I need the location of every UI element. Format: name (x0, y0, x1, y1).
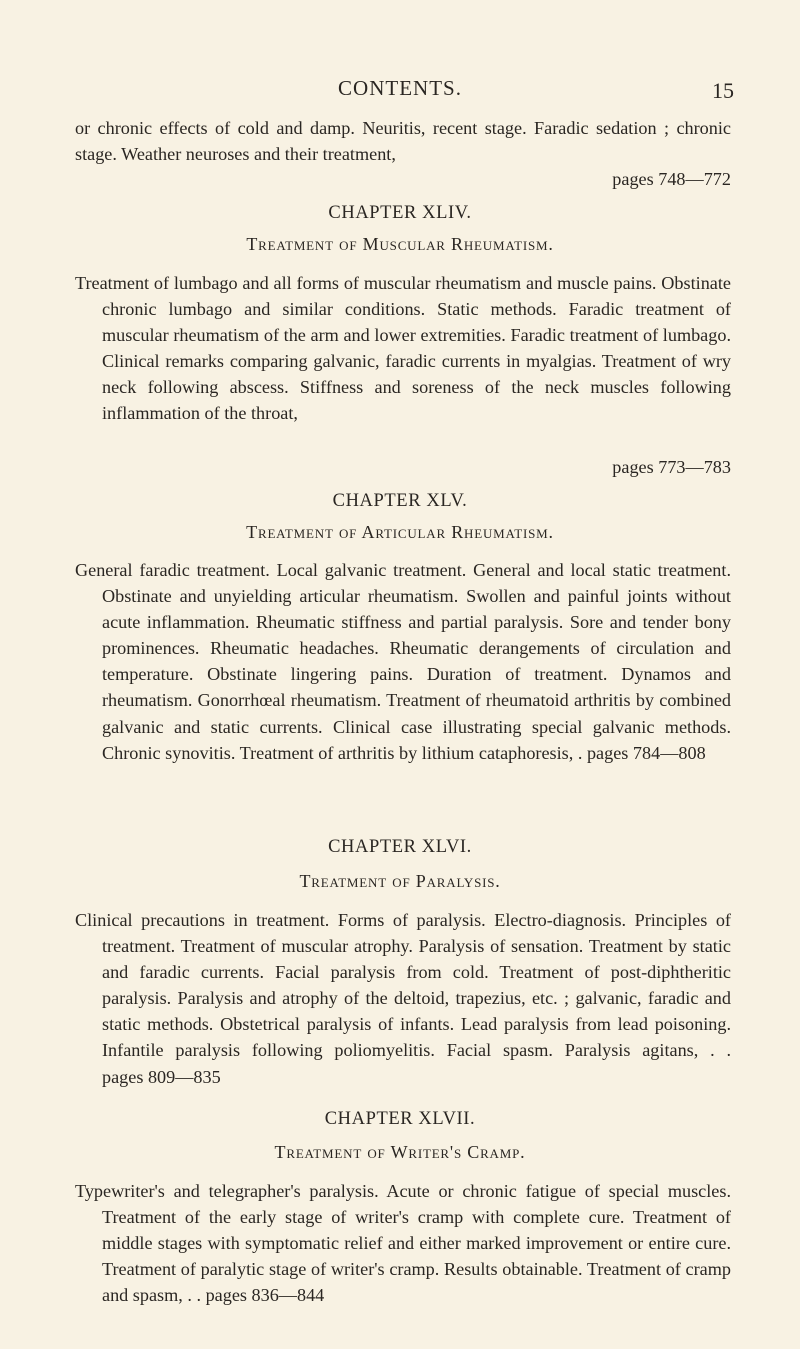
chapter-pages: pages 784—808 (586, 742, 706, 763)
chapter-heading: CHAPTER XLIV. (328, 203, 472, 223)
chapter-summary-text: General faradic treatment. Local galvanic treatment. General and local static treatment. Obstinate and unyielding articular rheumatism. Swollen and painful joints without acute inflammation. Rheumatic stiffness and partial paralysis. Sore and tender bony prominences. Rheumatic headaches. Rheumatic derangements of circulation and temperature. Obstinate lingering pains. Duration of treatment. Dynamos and rheumatism. Gonorrhœal rheumatism. Treatment of rheumatoid arthritis by combined galvanic and static currents. Clinical case illustrating special galvanic methods. Chronic synovitis. Treatment of arthritis by lithium cataphoresis, . (75, 560, 731, 763)
page-number: 15 (712, 78, 734, 103)
chapter-title: Treatment of Articular Rheumatism. (246, 522, 554, 542)
chapter-summary (75, 1178, 731, 1308)
chapter-title: Treatment of Writer's Cramp. (274, 1142, 526, 1162)
chapter-heading: CHAPTER XLV. (332, 491, 468, 511)
chapter-pages: pages 836—844 (205, 1285, 325, 1306)
chapter-pages: pages 809—835 (102, 1066, 221, 1087)
chapter-heading: CHAPTER XLVII. (324, 1109, 476, 1129)
continuation-text: or chronic effects of cold and damp. Neuritis, recent stage. Faradic sedation ; chronic stage. Weather neuroses and their treatment, (75, 118, 731, 165)
running-head: CONTENTS. (338, 76, 462, 100)
chapter-pages: pages 773—783 (612, 457, 731, 477)
continuation-pages: pages 748—772 (612, 169, 731, 189)
chapter-summary-text: Clinical precautions in treatment. Forms of paralysis. Electro-diagnosis. Principles of treatment. Treatment of muscular atrophy. Paralysis of sensation. Treatment by static and faradic currents. Facial paralysis from cold. Treatment of post-diphtheritic paralysis. Paralysis and atrophy of the deltoid, trapezius, etc. ; galvanic, faradic and static methods. Obstetrical paralysis of infants. Lead paralysis from lead poisoning. Infantile paralysis following poliomyelitis. Facial spasm. Paralysis agitans, . . (75, 910, 731, 1061)
chapter-heading: CHAPTER XLVI. (328, 837, 472, 857)
chapter-summary (75, 557, 731, 766)
chapter-summary: Treatment of lumbago and all forms of muscular rheumatism and muscle pains. Obstinate chronic lumbago and similar conditions. Static methods. Faradic treatment of muscular rheumatism of the arm and lower extremities. Faradic treatment of lumbago. Clinical remarks comparing galvanic, faradic currents in myalgias. Treatment of wry neck following abscess. Stiffness and soreness of the neck muscles following inflammation of the throat, (75, 273, 731, 424)
chapter-summary-text: Typewriter's and telegrapher's paralysis. Acute or chronic fatigue of special muscles. Treatment of the early stage of writer's cramp with complete cure. Treatment of middle stages with symptomatic relief and either marked improvement or entire cure. Treatment of paralytic stage of writer's cramp. Results obtainable. Treatment of cramp and spasm, . . (75, 1181, 731, 1306)
chapter-title: Treatment of Paralysis. (299, 871, 501, 891)
chapter-title: Treatment of Muscular Rheumatism. (246, 234, 554, 254)
chapter-summary (75, 907, 731, 1090)
